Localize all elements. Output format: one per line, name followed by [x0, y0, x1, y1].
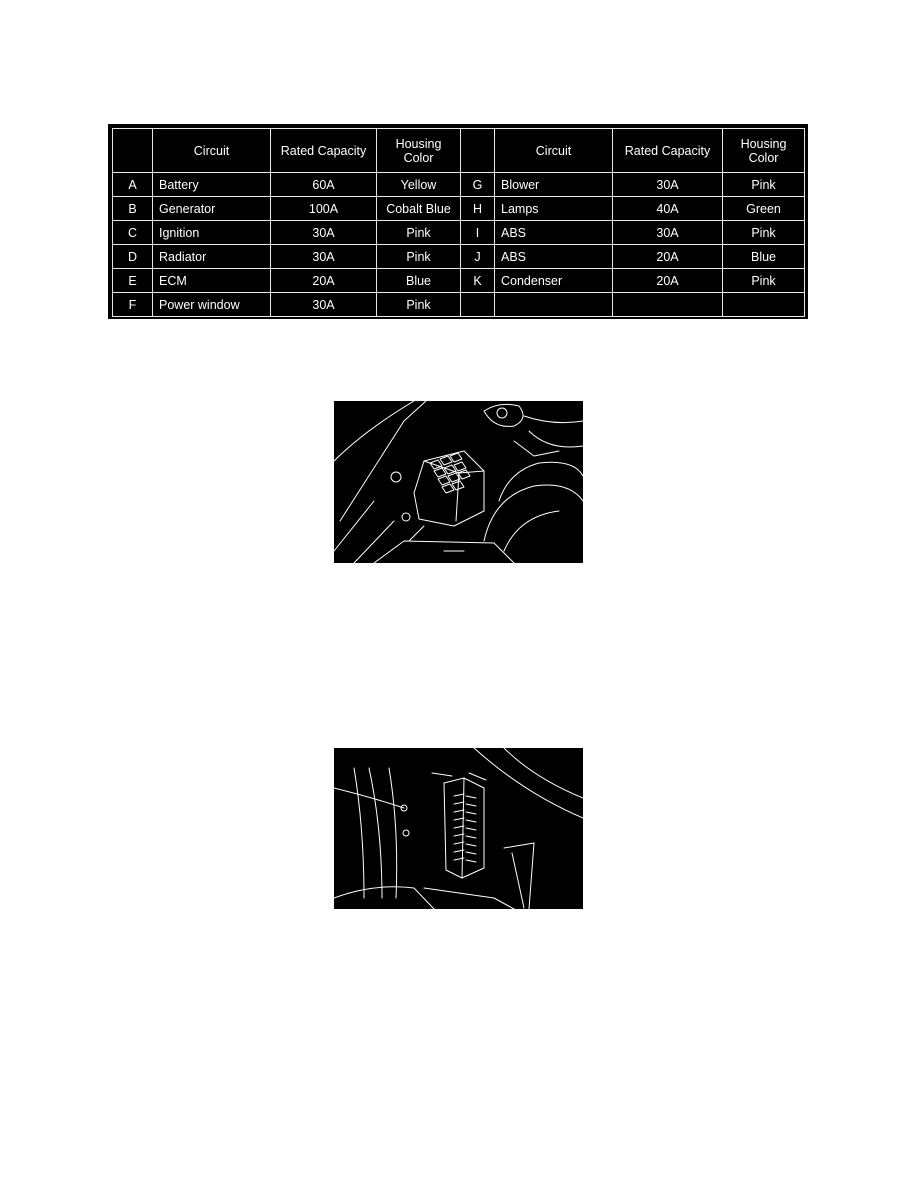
fuse-circuit — [495, 293, 613, 317]
fuse-housing-color: Pink — [377, 221, 461, 245]
fuse-circuit: ABS — [495, 221, 613, 245]
table-row — [113, 221, 805, 245]
fuse-capacity: 30A — [271, 221, 377, 245]
fuse-table-panel — [108, 124, 808, 319]
table-row — [113, 293, 805, 317]
fuse-housing-color: Cobalt Blue — [377, 197, 461, 221]
table-row — [113, 245, 805, 269]
fuse-capacity: 100A — [271, 197, 377, 221]
fuse-housing-color: Pink — [723, 173, 805, 197]
fuse-housing-color: Blue — [377, 269, 461, 293]
fuse-circuit: Blower — [495, 173, 613, 197]
header-circuit-left: Circuit — [153, 129, 271, 173]
fuse-capacity: 20A — [271, 269, 377, 293]
table-row — [113, 269, 805, 293]
table-row — [113, 197, 805, 221]
fuse-letter: A — [113, 173, 153, 197]
fuse-housing-color: Green — [723, 197, 805, 221]
fuse-housing-color: Pink — [377, 245, 461, 269]
fuse-housing-color: Yellow — [377, 173, 461, 197]
fuse-letter — [461, 293, 495, 317]
dash-fuse-block-figure — [334, 748, 583, 909]
table-header-row — [113, 129, 805, 173]
fuse-housing-color: Blue — [723, 245, 805, 269]
fuse-housing-color: Pink — [723, 269, 805, 293]
fuse-circuit: Condenser — [495, 269, 613, 293]
fuse-letter: D — [113, 245, 153, 269]
header-color-left: Housing Color — [377, 129, 461, 173]
fuse-capacity: 30A — [613, 173, 723, 197]
fuse-circuit: Ignition — [153, 221, 271, 245]
header-letter-right — [461, 129, 495, 173]
header-letter-left — [113, 129, 153, 173]
fuse-circuit: Lamps — [495, 197, 613, 221]
header-circuit-right: Circuit — [495, 129, 613, 173]
fuse-letter: F — [113, 293, 153, 317]
fuse-circuit: ABS — [495, 245, 613, 269]
fuse-rating-table — [112, 128, 805, 317]
fuse-housing-color — [723, 293, 805, 317]
fuse-letter: B — [113, 197, 153, 221]
fuse-housing-color: Pink — [377, 293, 461, 317]
fuse-letter: G — [461, 173, 495, 197]
header-capacity-left: Rated Capacity — [271, 129, 377, 173]
fuse-letter: E — [113, 269, 153, 293]
header-color-right: Housing Color — [723, 129, 805, 173]
fuse-capacity: 20A — [613, 245, 723, 269]
table-row — [113, 173, 805, 197]
fuse-capacity — [613, 293, 723, 317]
fuse-letter: J — [461, 245, 495, 269]
fuse-capacity: 60A — [271, 173, 377, 197]
fuse-capacity: 40A — [613, 197, 723, 221]
under-dash-fuse-block-illustration-icon — [334, 748, 583, 909]
fuse-letter: C — [113, 221, 153, 245]
fuse-letter: K — [461, 269, 495, 293]
fuse-circuit: Radiator — [153, 245, 271, 269]
fuse-circuit: Battery — [153, 173, 271, 197]
fuse-circuit: Power window — [153, 293, 271, 317]
fuse-capacity: 30A — [271, 293, 377, 317]
fuse-letter: I — [461, 221, 495, 245]
fuse-capacity: 30A — [271, 245, 377, 269]
fuse-circuit: Generator — [153, 197, 271, 221]
fuse-housing-color: Pink — [723, 221, 805, 245]
header-capacity-right: Rated Capacity — [613, 129, 723, 173]
engine-bay-fuse-box-illustration-icon — [334, 401, 583, 563]
fuse-capacity: 20A — [613, 269, 723, 293]
engine-bay-fuse-box-figure — [334, 401, 583, 563]
fuse-circuit: ECM — [153, 269, 271, 293]
fuse-letter: H — [461, 197, 495, 221]
fuse-capacity: 30A — [613, 221, 723, 245]
